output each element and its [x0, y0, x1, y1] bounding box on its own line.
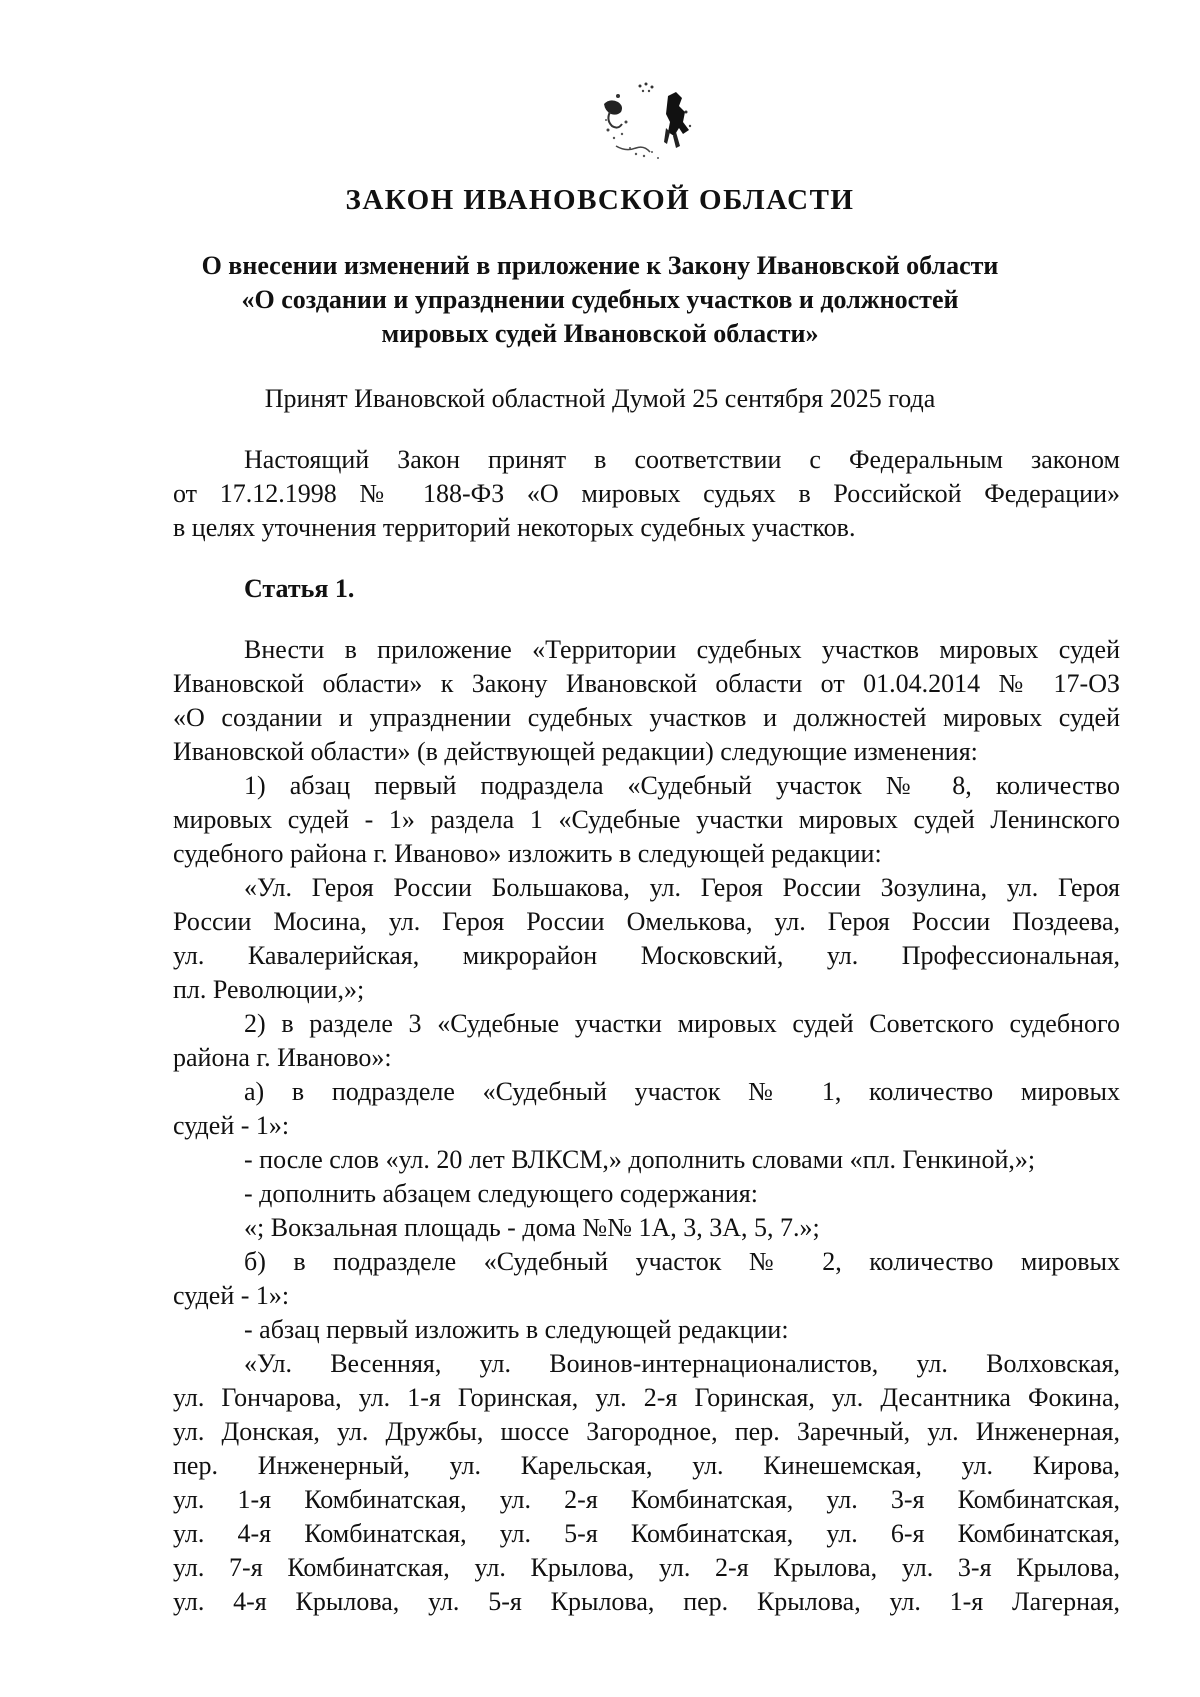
article-line: 2) в разделе 3 «Судебные участки мировых судей Советского судебного: [244, 1009, 1120, 1038]
subtitle-line: О внесении изменений в приложение к Закону Ивановской области: [201, 251, 999, 280]
article-line: судебного района г. Иваново» изложить в следующей редакции:: [173, 839, 882, 868]
article-line: Ивановской области» (в действующей редакции) следующие изменения:: [173, 737, 978, 766]
article-line: ул. 1-я Комбинатская, ул. 2-я Комбинатская, ул. 3-я Комбинатская,: [173, 1485, 1120, 1514]
article-line: б) в подразделе «Судебный участок № 2, количество мировых: [244, 1247, 1120, 1276]
article-line: пл. Революции,»;: [173, 975, 365, 1004]
article-line: района г. Иваново»:: [173, 1043, 392, 1072]
subtitle-line: «О создании и упразднении судебных участков и должностей: [241, 285, 959, 314]
article-line: 1) абзац первый подраздела «Судебный участок № 8, количество: [244, 771, 1120, 800]
law-title: ЗАКОН ИВАНОВСКОЙ ОБЛАСТИ: [345, 184, 855, 216]
article-line: ул. Донская, ул. Дружбы, шоссе Загородное, пер. Заречный, ул. Инженерная,: [173, 1417, 1120, 1446]
article-line: - дополнить абзацем следующего содержания:: [244, 1179, 758, 1208]
intro-line: в целях уточнения территорий некоторых судебных участков.: [173, 513, 856, 542]
article-line: ул. Кавалерийская, микрорайон Московский, ул. Профессиональная,: [173, 941, 1120, 970]
article-line: судей - 1»:: [173, 1111, 290, 1140]
intro-line: от 17.12.1998 № 188-ФЗ «О мировых судьях в Российской Федерации»: [173, 479, 1120, 508]
article-line: - после слов «ул. 20 лет ВЛКСМ,» дополнить словами «пл. Генкиной,»;: [244, 1145, 1036, 1174]
article-line: Внести в приложение «Территории судебных участков мировых судей: [244, 635, 1120, 664]
article-line: мировых судей - 1» раздела 1 «Судебные участки мировых судей Ленинского: [173, 805, 1120, 834]
article-line: «Ул. Весенняя, ул. Воинов-интернационалистов, ул. Волховская,: [244, 1349, 1120, 1378]
article-line: пер. Инженерный, ул. Карельская, ул. Кинешемская, ул. Кирова,: [173, 1451, 1120, 1480]
article-heading: Статья 1.: [244, 574, 355, 603]
adoption-line: Принят Ивановской областной Думой 25 сентября 2025 года: [264, 384, 936, 413]
article-line: - абзац первый изложить в следующей редакции:: [244, 1315, 789, 1344]
article-line: «О создании и упразднении судебных участков и должностей мировых судей: [173, 703, 1120, 732]
coat-of-arms-emblem: [596, 82, 706, 164]
law-subtitle: [140, 249, 1060, 351]
article-line: «Ул. Героя России Большакова, ул. Героя России Зозулина, ул. Героя: [244, 873, 1120, 902]
article-line: ул. 4-я Комбинатская, ул. 5-я Комбинатская, ул. 6-я Комбинатская,: [173, 1519, 1120, 1548]
article-line: России Мосина, ул. Героя России Омелькова, ул. Героя России Поздеева,: [173, 907, 1120, 936]
subtitle-line: мировых судей Ивановской области»: [381, 319, 819, 348]
article-line: ул. Гончарова, ул. 1-я Горинская, ул. 2-я Горинская, ул. Десантника Фокина,: [173, 1383, 1120, 1412]
article-line: судей - 1»:: [173, 1281, 290, 1310]
article-line: ул. 4-я Крылова, ул. 5-я Крылова, пер. Крылова, ул. 1-я Лагерная,: [173, 1587, 1120, 1616]
document-body: [173, 443, 1120, 1619]
article-line: ул. 7-я Комбинатская, ул. Крылова, ул. 2-я Крылова, ул. 3-я Крылова,: [173, 1553, 1120, 1582]
intro-line: Настоящий Закон принят в соответствии с Федеральным законом: [244, 445, 1120, 474]
article-line: а) в подразделе «Судебный участок № 1, количество мировых: [244, 1077, 1120, 1106]
article-line: «; Вокзальная площадь - дома №№ 1А, 3, 3А, 5, 7.»;: [244, 1213, 820, 1242]
article-line: Ивановской области» к Закону Ивановской области от 01.04.2014 № 17-ОЗ: [173, 669, 1120, 698]
